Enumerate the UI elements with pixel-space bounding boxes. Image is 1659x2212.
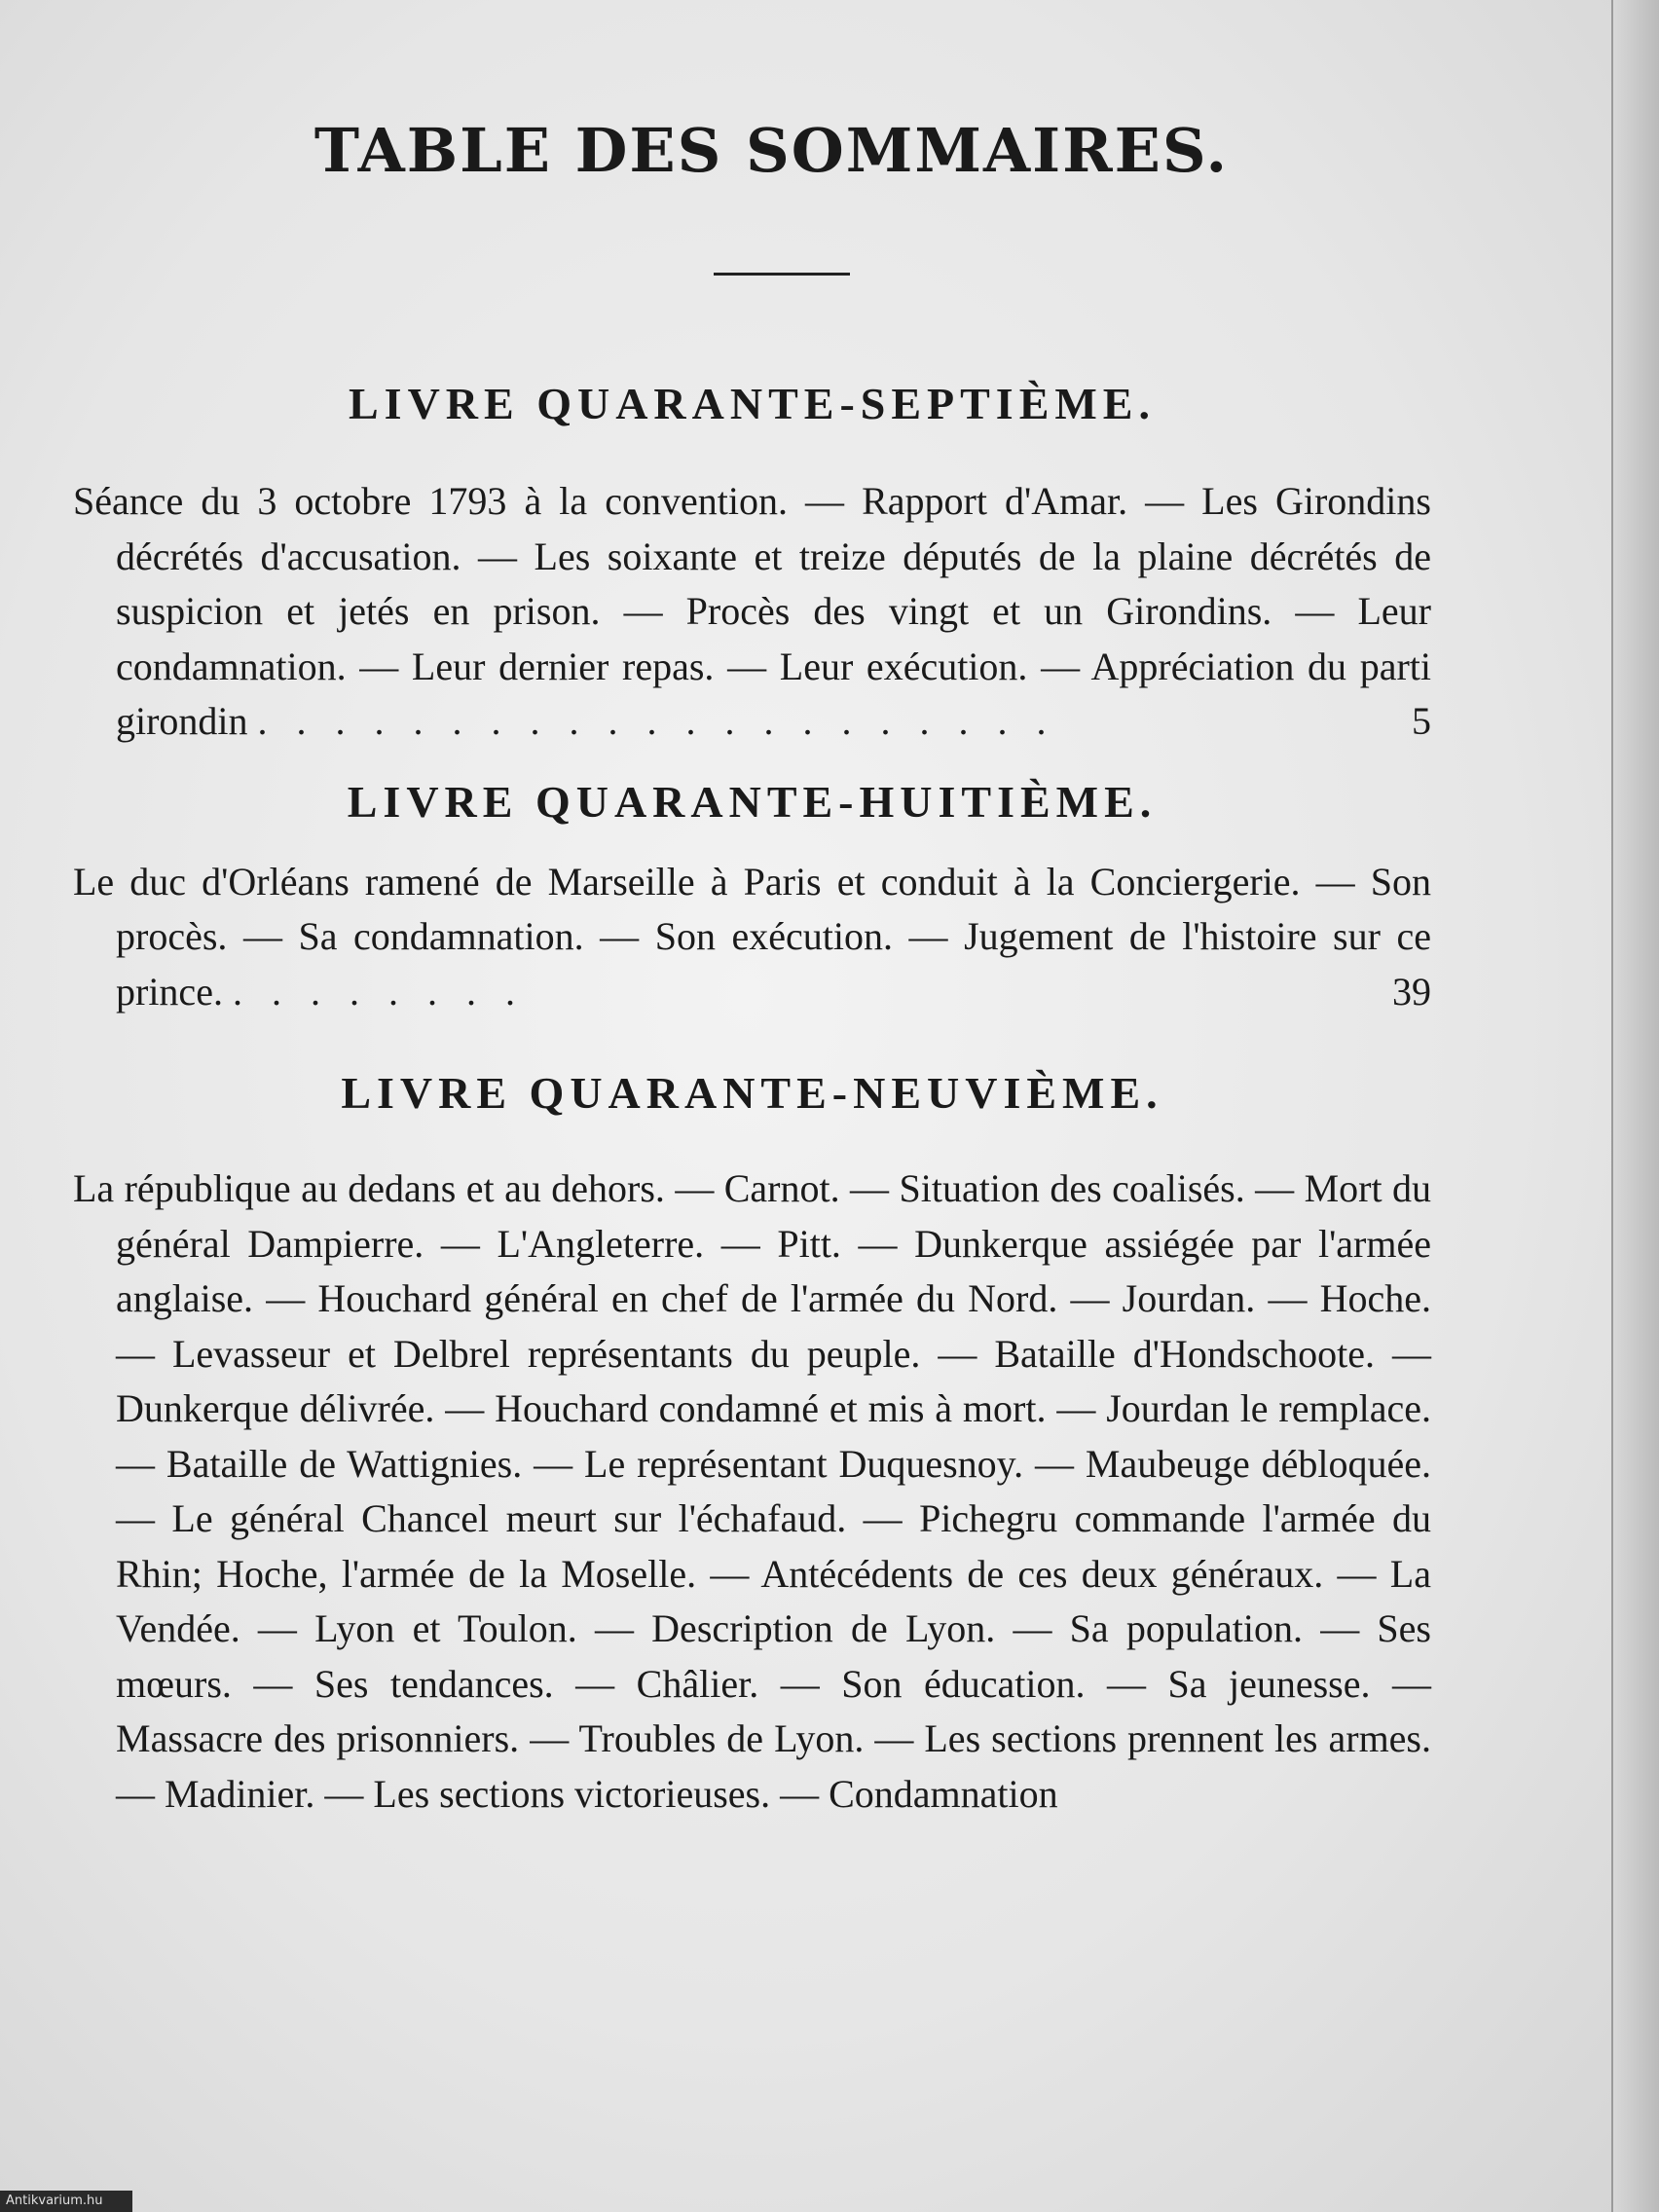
page-edge (1611, 0, 1659, 2212)
dot-leader: . . . . . . . . (232, 969, 525, 1014)
site-watermark: Antikvarium.hu (0, 2191, 132, 2212)
book-summary-49 (73, 1161, 1431, 1822)
book-summary-48 (73, 855, 1431, 1020)
summary-text: La république au dedans et au dehors. — Carnot. — Situation des coalisés. — Mort du général Dampierre. — L'Angleterre. — Pitt. — Dunkerque assiégée par l'armée anglaise. — Houchard général en chef de l'armée du Nord. — Jourdan. — Hoche. — Levasseur et Delbrel représentants du peuple. — Bataille d'Hondschoote. — Dunkerque délivrée. — Houchard condamné et mis à mort. — Jourdan le remplace. — Bataille de Wattignies. — Le représentant Duquesnoy. — Maubeuge débloquée. — Le général Chancel meurt sur l'échafaud. — Pichegru commande l'armée du Rhin; Hoche, l'armée de la Moselle. — Antécédents de ces deux généraux. — La Vendée. — Lyon et Toulon. — Description de Lyon. — Sa population. — Ses mœurs. — Ses tendances. — Châlier. — Son éducation. — Sa jeunesse. — Massacre des prisonniers. — Troubles de Lyon. — Les sections prennent les armes. — Madinier. — Les sections victorieuses. — Condamnation (73, 1166, 1431, 1816)
page-title: TABLE DES SOMMAIRES. (313, 115, 1230, 186)
page-number: 5 (1412, 699, 1431, 743)
page-content (73, 107, 1431, 1822)
summary-text: Le duc d'Orléans ramené de Marseille à Paris et conduit à la Conciergerie. — Son procès. — Sa condamnation. — Son exécution. — Jugement de l'histoire sur ce prince. (73, 859, 1431, 1014)
title-divider (714, 273, 850, 276)
book-heading-49: LIVRE QUARANTE-NEUVIÈME. (341, 1068, 1163, 1118)
book-heading-48: LIVRE QUARANTE-HUITIÈME. (347, 776, 1158, 827)
dot-leader: . . . . . . . . . . . . . . . . . . . . . (257, 699, 1056, 743)
summary-text: Séance du 3 octobre 1793 à la convention. — Rapport d'Amar. — Les Girondins décrétés d'accusation. — Les soixante et treize députés de la plaine décrétés de suspicion et jetés en prison. — Procès des vingt et un Girondins. — Leur condamnation. — Leur dernier repas. — Leur exécution. — Appréciation du parti girondin (73, 479, 1431, 743)
page-number: 39 (1392, 969, 1431, 1014)
book-heading-47: LIVRE QUARANTE-SEPTIÈME. (349, 379, 1156, 428)
book-summary-47 (73, 474, 1431, 750)
